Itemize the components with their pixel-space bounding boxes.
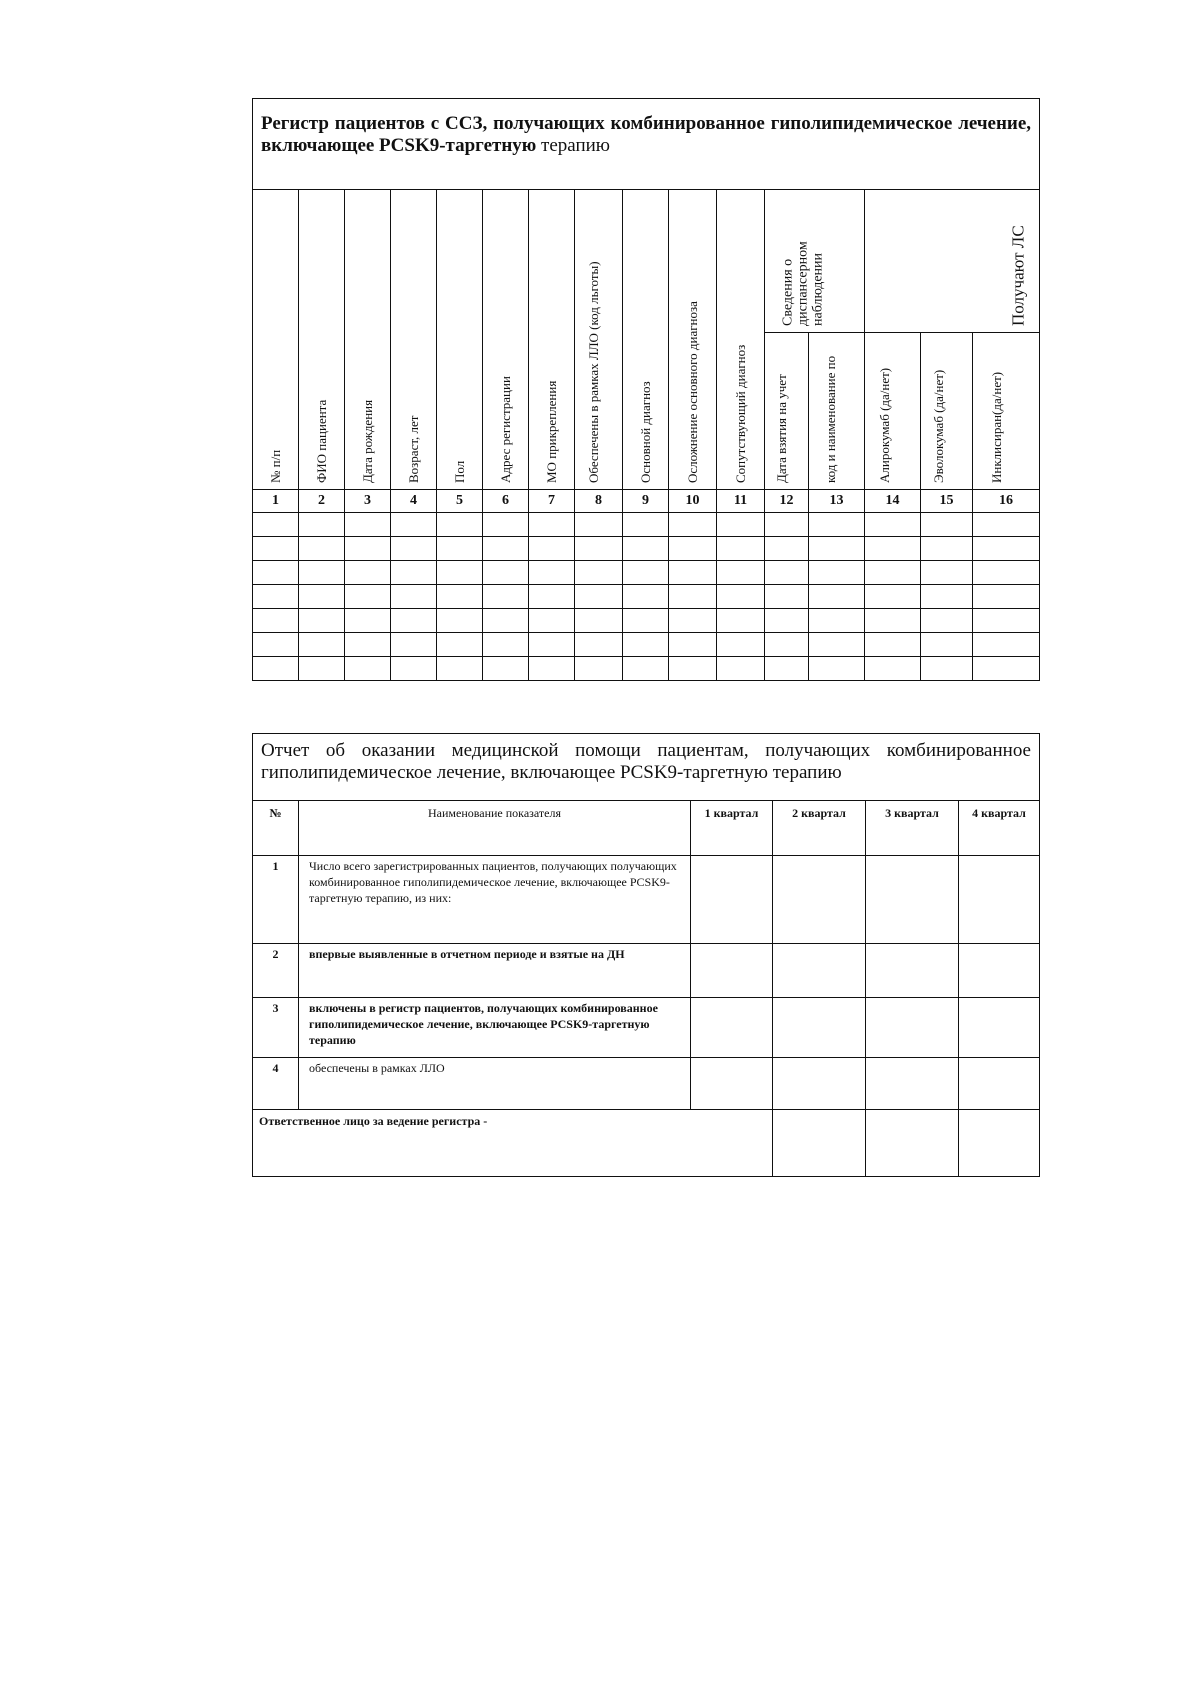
header-q3: 3 квартал: [866, 801, 959, 856]
col-header-6: Адрес регистрации: [483, 190, 529, 490]
registry-table: [252, 98, 1040, 681]
group-header-drugs: Получают ЛС: [865, 190, 1040, 333]
col-number: 6: [483, 490, 529, 513]
col-header-10: Осложнение основного диагноза: [669, 190, 717, 490]
col-header-12: Дата взятия на учет: [765, 333, 809, 490]
col-number: 13: [809, 490, 865, 513]
col-header-9: Основной диагноз: [623, 190, 669, 490]
table-row: [253, 561, 1040, 585]
col-header-5: Пол: [437, 190, 483, 490]
col-header-1: № п/п: [253, 190, 299, 490]
col-header-13: код и наименование по: [809, 333, 865, 490]
row-number: 3: [253, 998, 299, 1058]
row-number: 2: [253, 944, 299, 998]
table-row: [253, 513, 1040, 537]
table-row: [253, 609, 1040, 633]
row-indicator: Число всего зарегистрированных пациентов, получающих получающих комбинированное гиполипидемическое лечение, включающее PCSK9-таргетную терапию, из них:: [299, 856, 691, 944]
header-q4: 4 квартал: [959, 801, 1040, 856]
row-indicator: впервые выявленные в отчетном периоде и взятые на ДН: [299, 944, 691, 998]
header-q1: 1 квартал: [691, 801, 773, 856]
table-row: [253, 633, 1040, 657]
table-row: [253, 585, 1040, 609]
col-header-4: Возраст, лет: [391, 190, 437, 490]
column-numbers-row: [253, 490, 1040, 513]
registry-title: Регистр пациентов с ССЗ, получающих комбинированное гиполипидемическое лечение, включающее PCSK9-таргетную терапию: [253, 99, 1040, 190]
col-number: 15: [921, 490, 973, 513]
responsible-row: [253, 1110, 1040, 1177]
col-header-2: ФИО пациента: [299, 190, 345, 490]
row-number: 1: [253, 856, 299, 944]
group-header-dispensary: Сведения о диспансерном наблюдении: [765, 190, 865, 333]
col-number: 10: [669, 490, 717, 513]
col-number: 7: [529, 490, 575, 513]
col-header-14: Алирокумаб (да/нет): [865, 333, 921, 490]
row-number: 4: [253, 1058, 299, 1110]
col-header-3: Дата рождения: [345, 190, 391, 490]
col-number: 16: [973, 490, 1040, 513]
responsible-person: Ответственное лицо за ведение регистра -: [253, 1110, 773, 1177]
row-indicator: включены в регистр пациентов, получающих комбинированное гиполипидемическое лечение, включающее PCSK9-таргетную терапию: [299, 998, 691, 1058]
table-row: [253, 998, 1040, 1058]
header-q2: 2 квартал: [773, 801, 866, 856]
col-header-8: Обеспечены в рамках ЛЛО (код льготы): [575, 190, 623, 490]
table-row: [253, 1058, 1040, 1110]
table-row: [253, 657, 1040, 681]
table-row: [253, 537, 1040, 561]
report-table: [252, 733, 1040, 1177]
col-header-7: МО прикрепления: [529, 190, 575, 490]
col-number: 2: [299, 490, 345, 513]
col-number: 9: [623, 490, 669, 513]
header-name: Наименование показателя: [299, 801, 691, 856]
col-number: 1: [253, 490, 299, 513]
row-indicator: обеспечены в рамках ЛЛО: [299, 1058, 691, 1110]
col-number: 4: [391, 490, 437, 513]
col-number: 3: [345, 490, 391, 513]
col-header-11: Сопутствующий диагноз: [717, 190, 765, 490]
table-row: [253, 856, 1040, 944]
col-number: 8: [575, 490, 623, 513]
col-number: 5: [437, 490, 483, 513]
report-header-row: [253, 801, 1040, 856]
col-header-15: Эволокумаб (да/нет): [921, 333, 973, 490]
col-header-16: Инклисиран(да/нет): [973, 333, 1040, 490]
col-number: 11: [717, 490, 765, 513]
report-title: Отчет об оказании медицинской помощи пациентам, получающих комбинированное гиполипидемическое лечение, включающее PCSK9-таргетную терапию: [253, 734, 1040, 801]
header-num: №: [253, 801, 299, 856]
col-number: 12: [765, 490, 809, 513]
table-row: [253, 944, 1040, 998]
col-number: 14: [865, 490, 921, 513]
